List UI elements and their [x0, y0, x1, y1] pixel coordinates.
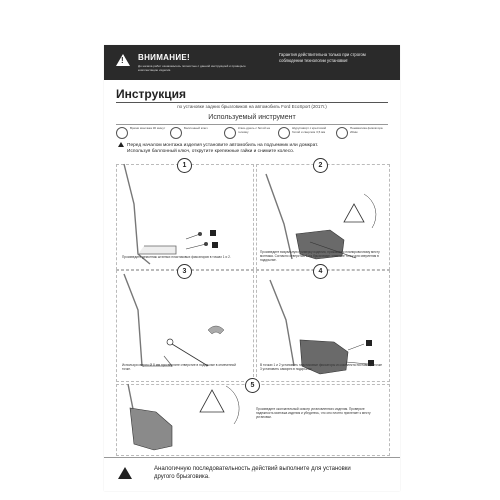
- step-illustration: [116, 270, 252, 376]
- step-caption: В точках 1 и 2 установить пластиковые фиксаторы из комплекта поставки, в точке 3 установить саморез в подкрылок.: [260, 363, 383, 371]
- title-divider: [116, 102, 388, 103]
- page-title: Инструкция: [116, 87, 187, 101]
- step-number: 1: [177, 158, 192, 173]
- step-number: 4: [313, 264, 328, 279]
- warranty-note: Гарантия действительна только при строгом соблюдении технологии установки!: [279, 52, 366, 63]
- screwdriver-icon: [278, 127, 290, 139]
- step-number: 2: [313, 158, 328, 173]
- step-caption: Произведите визуальную примерку изделия, прижимая к планировочному месту монтажа. Согласно отверстию 1 на брызговике, отметьте точку для сверления в подкрылке.: [260, 250, 380, 262]
- instruction-sheet: [104, 45, 400, 491]
- drill-icon: [224, 127, 236, 139]
- step-caption: Произведите окончательный осмотр установленного изделия. Проверьте надежность монтажа изделия и убедитесь, что оно плотно прилегает к месту установки.: [256, 407, 371, 419]
- tool-label: Баллонный ключ: [184, 126, 208, 130]
- tool-label: Ключ-дрель с битой на головку: [238, 126, 270, 134]
- step-number: 3: [177, 264, 192, 279]
- step-illustration: [256, 270, 388, 376]
- marker-icon: [336, 127, 348, 139]
- note-text: Используя баллонный ключ, открутите крепежные гайки и снимите колесо.: [127, 149, 295, 154]
- clock-icon: [116, 127, 128, 139]
- footer-note: [104, 457, 400, 492]
- footer-text: Аналогичную последовательность действий выполните для установки другого брызговика.: [154, 466, 351, 480]
- warning-triangle-icon: [118, 142, 124, 147]
- tool-label: Пневматика фиксатора 20мм: [350, 126, 383, 134]
- step-illustration: [256, 164, 388, 264]
- note-row: [127, 149, 397, 155]
- step-caption: Используя сверло Ø 8 мм просверлите отверстие в подкрылке в отмеченной точке.: [122, 363, 236, 371]
- warning-title: ВНИМАНИЕ!: [138, 53, 190, 62]
- tools-heading: Используемый инструмент: [208, 114, 296, 121]
- tool-label: Время монтажа 30 минут: [130, 126, 166, 130]
- warning-bar: [104, 45, 400, 80]
- warning-subtext: До начала работ ознакомьтесь полностью с данной инструкцией и проверьте комплектацию изделия.: [138, 64, 246, 72]
- warning-triangle-icon: [118, 467, 132, 479]
- tool-label: Шуруповёрт с крестовой битой и сверлом 3,5 мм: [292, 126, 327, 134]
- wrench-icon: [170, 127, 182, 139]
- step-caption: Произведите демонтаж штатных пластиковых фиксаторов в точках 1 и 2.: [122, 255, 231, 259]
- step-illustration: [116, 164, 252, 264]
- page-subtitle: по установке задних брызговиков на автомобиль Ford EcoSport (2017г.): [177, 104, 327, 109]
- note-row: [118, 142, 388, 149]
- warning-triangle-icon: !: [116, 54, 130, 66]
- step-number: 5: [245, 378, 260, 393]
- note-text: Перед началом монтажа изделия установите автомобиль на подъемник или домкрат.: [127, 143, 319, 148]
